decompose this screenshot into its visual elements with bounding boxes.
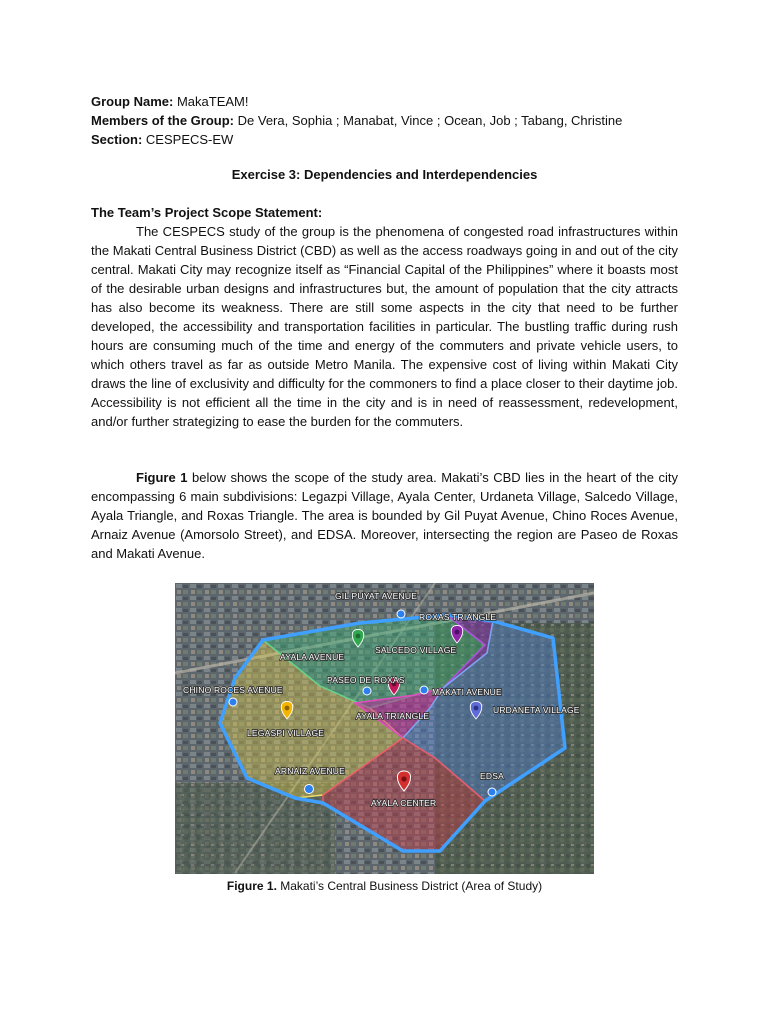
figure-paragraph (91, 468, 678, 563)
scope-paragraph: The CESPECS study of the group is the phenomena of congested road infrastructures within the Makati Central Business District (CBD) as well as the access roadways going in and out of the city central. Makati City may recognize itself as “Financial Capital of the Philippines” where it boasts most of the desirable urban designs and infrastructures but, the amount of population that the city attracts has also become its weakness. There are still some aspects in the city that need to be further developed, the accessibility and transportation facilities in particular. The bustling traffic during rush hours are consuming much of the time and energy of the commuters and private vehicle users, to which others travel as far as outside Metro Manila. The expensive cost of living within Makati City draws the line of exclusivity and difficulty for the commoners to find a place closer to their daytime job. Accessibility is not efficient all the time in the city and is in need of reassessment, redevelopment, and/or further strategizing to ease the burden for the commuters. (91, 224, 678, 429)
label-arnaiz-avenue: ARNAIZ AVENUE (275, 766, 345, 776)
figure-caption (91, 879, 678, 893)
section-label: Section: (91, 132, 143, 147)
section-line (91, 131, 233, 149)
caption-lead: Figure 1. (226, 879, 277, 893)
group-name-line (91, 93, 248, 111)
edsa-marker-icon (488, 788, 496, 796)
study-area-map (175, 583, 594, 874)
label-gil-puyat: GIL PUYAT AVENUE (335, 591, 418, 601)
arnaiz-marker-icon (305, 785, 314, 794)
label-legaspi-village: LEGASPI VILLAGE (247, 728, 325, 738)
label-urdaneta-village: URDANETA VILLAGE (493, 705, 580, 715)
chino-roces-marker-icon (229, 698, 237, 706)
label-ayala-center: AYALA CENTER (371, 798, 437, 808)
members-value: De Vera, Sophia ; Manabat, Vince ; Ocean, Job ; Tabang, Christine (237, 113, 623, 128)
caption-text: Makati’s Central Business District (Area of Study) (276, 879, 543, 893)
figure-ref: Figure 1 (136, 470, 188, 485)
makati-avenue-marker-icon (420, 686, 428, 694)
figure-paragraph-text: below shows the scope of the study area. Makati’s CBD lies in the heart of the city encompassing 6 main subdivisions: Legazpi Village, Ayala Center, Urdaneta Village, Salcedo Village, Ayala Triangle, and Roxas Triangle. The area is bounded by Gil Puyat Avenue, Chino Roces Avenue, Arnaiz Avenue (Amorsolo Street), and EDSA. Moreover, intersecting the region are Paseo de Roxas and Makati Avenue. (91, 470, 678, 561)
label-makati-avenue: MAKATI AVENUE (432, 687, 502, 697)
label-edsa: EDSA (480, 771, 504, 781)
label-roxas-triangle: ROXAS TRIANGLE (419, 612, 497, 622)
paseo-marker-icon (363, 687, 371, 695)
label-chino-roces: CHINO ROCES AVENUE (183, 685, 283, 695)
section-value: CESPECS-EW (145, 132, 234, 147)
label-ayala-triangle: AYALA TRIANGLE (356, 711, 430, 721)
gil-puyat-marker-icon (397, 610, 405, 618)
group-name-value: MakaTEAM! (176, 94, 249, 109)
label-salcedo-village: SALCEDO VILLAGE (375, 645, 457, 655)
members-line (91, 112, 622, 130)
scope-heading: The Team’s Project Scope Statement: (91, 205, 323, 220)
label-ayala-avenue: AYALA AVENUE (280, 652, 345, 662)
members-label: Members of the Group: (91, 113, 235, 128)
document-title: Exercise 3: Dependencies and Interdependencies (231, 167, 538, 182)
label-paseo-de-roxas: PASEO DE ROXAS (327, 675, 405, 685)
group-name-label: Group Name: (91, 94, 174, 109)
